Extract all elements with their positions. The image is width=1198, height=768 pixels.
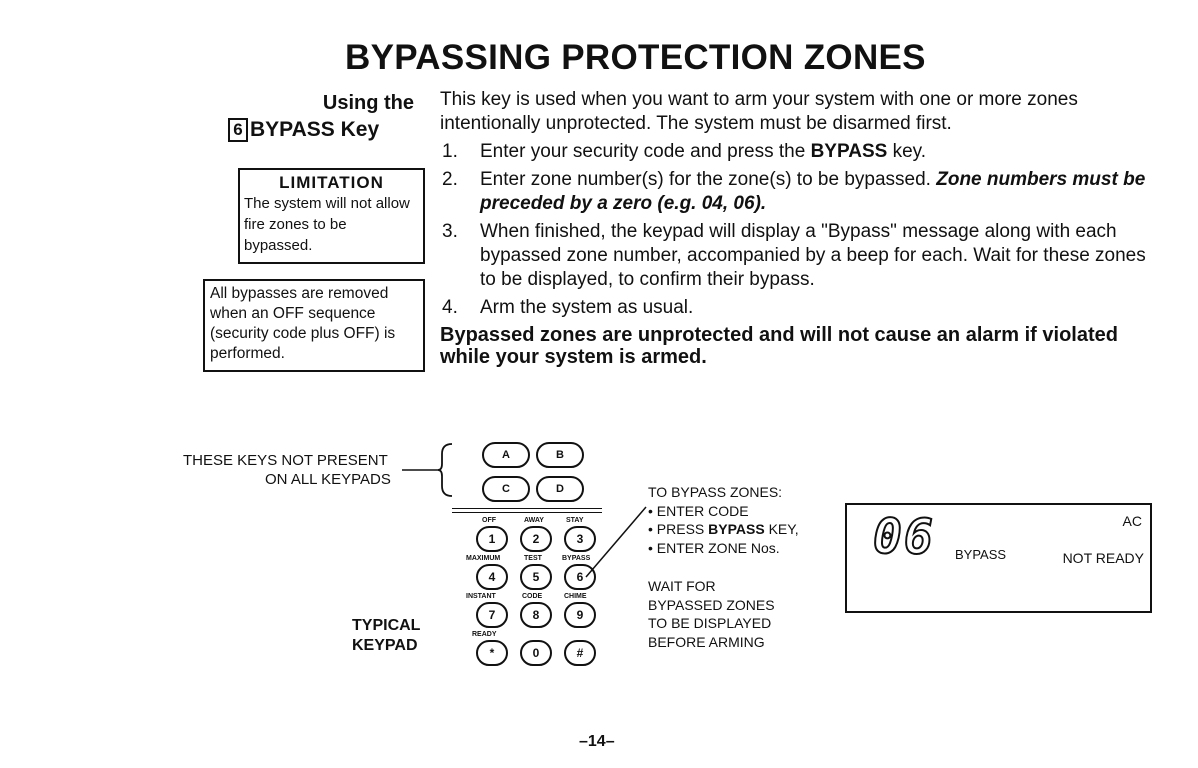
- wait-line-1: WAIT FOR: [648, 578, 716, 594]
- step-text: When finished, the keypad will display a "Bypass" message along with each bypassed zone number, accompanied by a beep for each. Wait for these zones to be displayed, to confirm their bypass.: [480, 221, 1146, 290]
- note-box: [203, 279, 425, 372]
- typical-label-line2: KEYPAD: [352, 637, 418, 654]
- key-label-test: TEST: [524, 555, 542, 562]
- instruction-text: • PRESS: [648, 521, 709, 537]
- key-label-code: CODE: [522, 593, 543, 600]
- instruction-bold: BYPASS: [708, 521, 765, 537]
- bypass-key-digit: 6: [228, 118, 248, 142]
- pointer-line: [580, 505, 650, 585]
- page-title: BYPASSING PROTECTION ZONES: [345, 38, 926, 77]
- warning-text: Bypassed zones are unprotected and will not cause an alarm if violated while your system is armed.: [440, 324, 1118, 368]
- step-text: Enter your security code and press the: [480, 141, 811, 162]
- typical-keypad-label: [352, 616, 420, 656]
- wait-line-2: BYPASSED ZONES: [648, 596, 775, 613]
- keypad-key-c[interactable]: C: [482, 476, 530, 502]
- keypad-key-1[interactable]: 1: [476, 526, 508, 552]
- keypad-display: [845, 503, 1152, 613]
- limitation-text: The system will not allow fire zones to be bypassed.: [244, 195, 410, 254]
- step-italic-text: Zone numbers must be preceded by a zero (e.g. 04, 06).: [480, 169, 1146, 214]
- step-text: Enter zone number(s) for the zone(s) to be bypassed.: [480, 169, 937, 190]
- key-label-ready: READY: [472, 631, 497, 638]
- key-label-off: OFF: [482, 517, 496, 524]
- step-3: [440, 220, 1150, 292]
- instruction-enter-zones: • ENTER ZONE Nos.: [648, 539, 780, 556]
- key-label-bypass: BYPASS: [562, 555, 591, 562]
- spacer: [648, 557, 799, 577]
- display-ac: AC: [1122, 513, 1142, 529]
- step-4: [440, 296, 1150, 320]
- keypad-key-8[interactable]: 8: [520, 602, 552, 628]
- key-label-stay: STAY: [566, 517, 584, 524]
- keypad-key-7[interactable]: 7: [476, 602, 508, 628]
- step-text-end: key.: [887, 141, 927, 162]
- step-2: [440, 168, 1150, 216]
- instruction-press-bypass: [648, 520, 799, 539]
- step-1: [440, 140, 1150, 164]
- bypass-instructions: [648, 483, 799, 651]
- display-zone-digits: 06: [873, 509, 935, 565]
- key-label-instant: INSTANT: [466, 593, 496, 600]
- keypad-key-4[interactable]: 4: [476, 564, 508, 590]
- keys-not-present-label-2: ON ALL KEYPADS: [265, 471, 391, 488]
- wait-line-4: BEFORE ARMING: [648, 633, 765, 650]
- limitation-title: LIMITATION: [279, 173, 384, 192]
- key-label-chime: CHIME: [564, 593, 587, 600]
- keypad-key-9[interactable]: 9: [564, 602, 596, 628]
- step-bold-text: BYPASS: [810, 141, 888, 162]
- step-number: 3.: [442, 221, 458, 242]
- side-heading-key-label: BYPASS Key: [250, 118, 380, 141]
- step-text: Arm the system as usual.: [480, 297, 694, 318]
- main-text: [440, 88, 1150, 368]
- keypad-key-0[interactable]: 0: [520, 640, 552, 666]
- display-bypass: BYPASS: [955, 547, 1007, 562]
- instruction-text-end: KEY,: [764, 521, 799, 537]
- display-status: NOT READY: [1062, 550, 1144, 566]
- side-heading-line1: Using the: [322, 92, 414, 114]
- note-text: All bypasses are removed when an OFF sequence (security code plus OFF) is performed.: [210, 285, 396, 362]
- page-number: –14–: [579, 733, 615, 750]
- intro-paragraph: This key is used when you want to arm your system with one or more zones intentionally unprotected. The system must be disarmed first.: [440, 89, 1078, 134]
- instructions-heading: TO BYPASS ZONES:: [648, 484, 783, 500]
- step-number: 4.: [442, 297, 458, 318]
- keypad-key-b[interactable]: B: [536, 442, 584, 468]
- step-number: 2.: [442, 169, 458, 190]
- keypad-key-hash[interactable]: #: [564, 640, 596, 666]
- keypad-key-2[interactable]: 2: [520, 526, 552, 552]
- brace-connector: [400, 440, 460, 500]
- key-label-away: AWAY: [524, 517, 544, 524]
- instruction-enter-code: • ENTER CODE: [648, 502, 749, 519]
- keypad-key-5[interactable]: 5: [520, 564, 552, 590]
- keys-not-present-label: THESE KEYS NOT PRESENT: [183, 452, 388, 469]
- step-number: 1.: [442, 141, 458, 162]
- keypad-key-star[interactable]: *: [476, 640, 508, 666]
- limitation-box: [238, 168, 425, 264]
- keypad-key-d[interactable]: D: [536, 476, 584, 502]
- key-label-maximum: MAXIMUM: [466, 555, 501, 562]
- typical-label-line1: TYPICAL: [352, 617, 421, 634]
- wait-line-3: TO BE DISPLAYED: [648, 615, 772, 631]
- keypad-key-6[interactable]: 6: [564, 564, 596, 590]
- keypad-key-a[interactable]: A: [482, 442, 530, 468]
- keypad-key-3[interactable]: 3: [564, 526, 596, 552]
- side-heading-line2: [228, 118, 379, 142]
